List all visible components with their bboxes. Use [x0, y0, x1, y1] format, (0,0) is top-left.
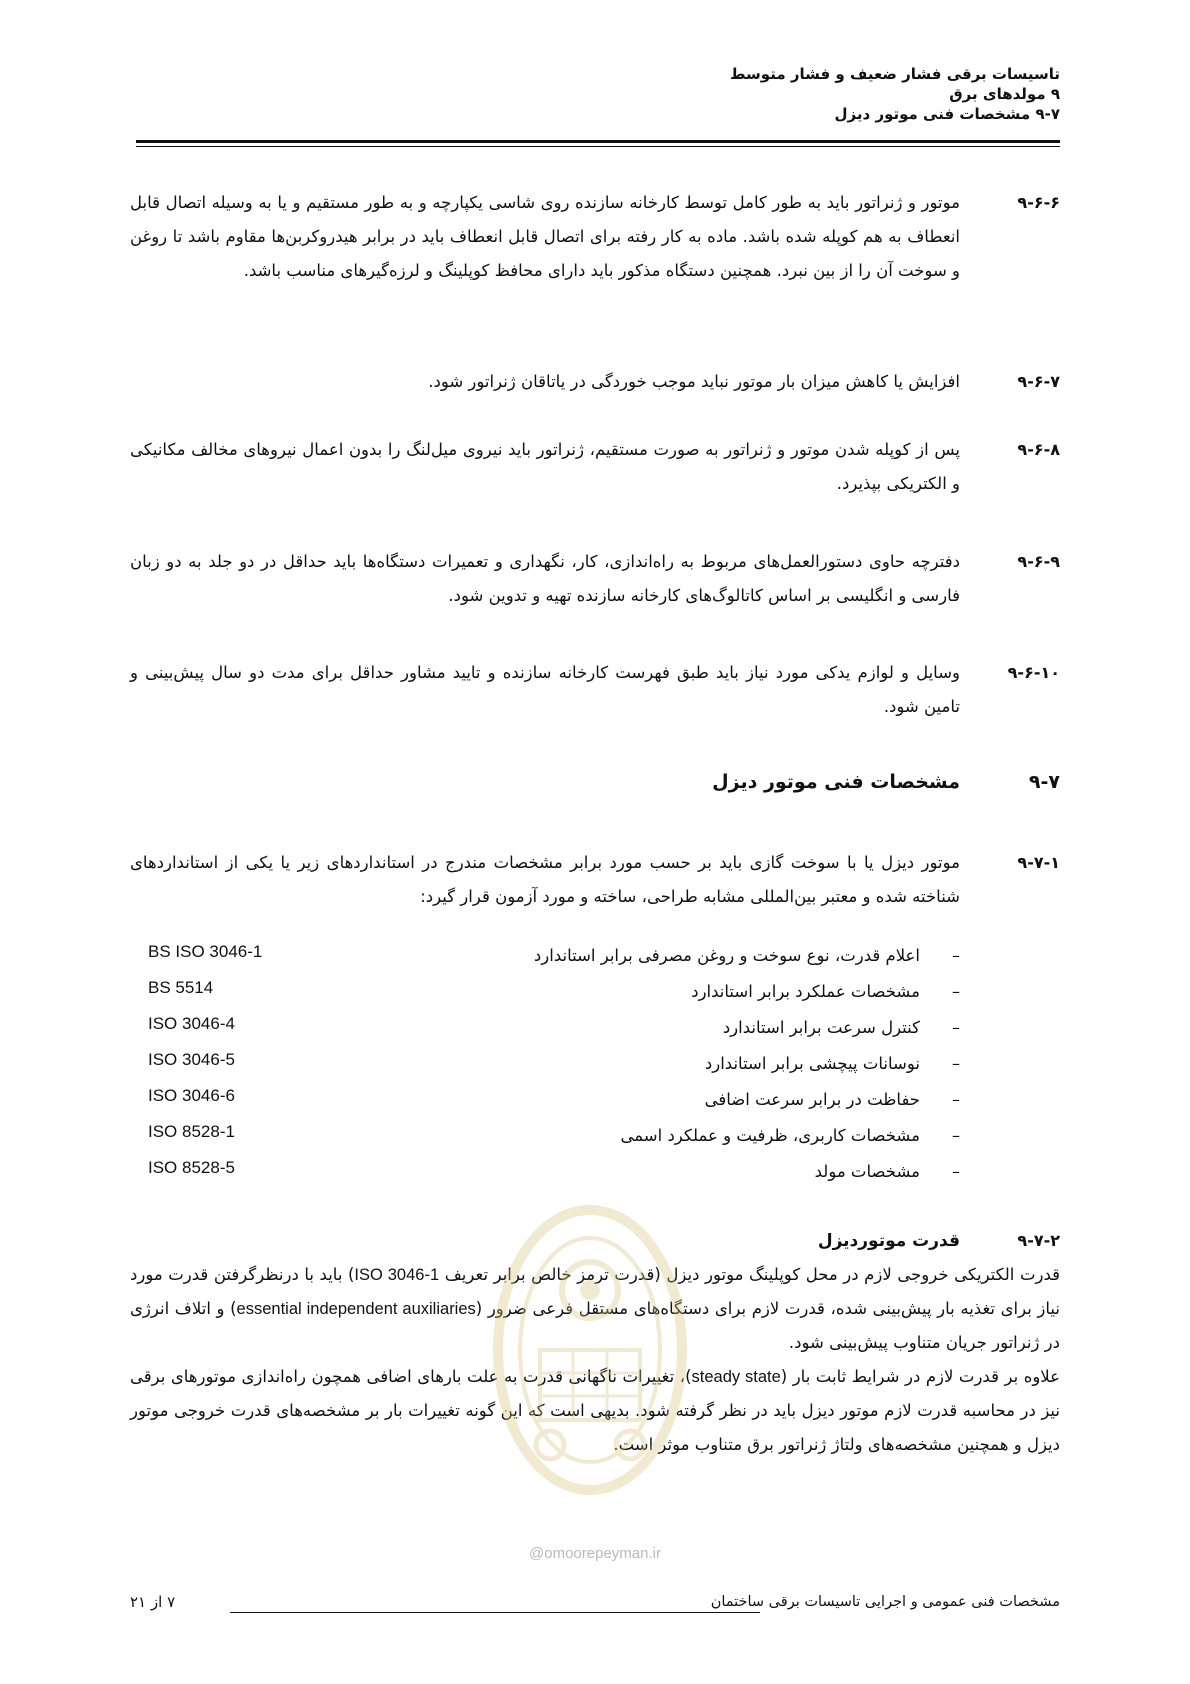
watermark-text: @omoorepeyman.ir: [529, 1545, 661, 1562]
clause-9-6-9: [130, 545, 1060, 613]
page-footer: [130, 1590, 1060, 1620]
clause-9-6-7: [130, 365, 1060, 399]
list-dash: –: [952, 1054, 960, 1073]
list-item-label: حفاظت در برابر سرعت اضافی: [704, 1090, 920, 1109]
clause-text: پس از کوپله شدن موتور و ژنراتور به صورت مستقیم، ژنراتور باید نیروی میل‌لنگ را بدون اعمال نیروهای مخالف مکانیکی و الکتریکی بپذیرد.: [130, 440, 960, 493]
clause-text: موتور دیزل یا با سوخت گازی باید بر حسب مورد برابر مشخصات مندرج در استانداردهای زیر یا یکی از استانداردهای شناخته شده و معتبر بین‌المللی مشابه طراحی، ساخته و مورد آزمون قرار گیرد:: [130, 853, 960, 906]
clause-9-6-8: [130, 433, 1060, 501]
standard-code: ISO 8528-5: [148, 1158, 235, 1177]
clause-heading: قدرت موتوردیزل: [817, 1231, 960, 1251]
list-dash: –: [952, 1018, 960, 1037]
clause-9-7-1: [130, 846, 1060, 914]
clause-number: ۹-۶-۶: [1017, 193, 1060, 212]
list-item-label: مشخصات مولد: [814, 1162, 920, 1181]
list-item: [130, 976, 1060, 1012]
clause-number: ۹-۷-۱: [1017, 853, 1060, 872]
list-item-label: نوسانات پیچشی برابر استاندارد: [704, 1054, 920, 1073]
header-line-1: تاسیسات برقی فشار ضعیف و فشار متوسط: [729, 65, 1060, 83]
clause-number: ۹-۷-۲: [1017, 1231, 1060, 1250]
list-item: [130, 1120, 1060, 1156]
header-line-2: ۹ مولدهای برق: [949, 85, 1060, 103]
clause-number: ۹-۶-۷: [1017, 372, 1060, 391]
standard-code: ISO 8528-1: [148, 1122, 235, 1141]
list-item: [130, 1048, 1060, 1084]
standard-reference: ISO 3046-1: [354, 1266, 440, 1284]
list-dash: –: [952, 1162, 960, 1181]
paragraph-text: ) و اتلاف انرژی در ژنراتور جریان متناوب پیش‌بینی شود.: [130, 1299, 1060, 1352]
list-item-label: کنترل سرعت برابر استاندارد: [722, 1018, 920, 1037]
list-dash: –: [952, 1126, 960, 1145]
clause-number: ۹-۶-۸: [1017, 440, 1060, 459]
standards-list: [130, 940, 1060, 1192]
clause-text: افزایش یا کاهش میزان بار موتور نباید موجب خوردگی در یاتاقان ژنراتور شود.: [428, 372, 960, 391]
header-line-3: ۹-۷ مشخصات فنی موتور دیزل: [834, 105, 1060, 123]
standard-code: ISO 3046-5: [148, 1050, 235, 1069]
clause-number: ۹-۶-۱۰: [1007, 663, 1060, 682]
standard-code: BS ISO 3046-1: [148, 942, 263, 961]
paragraph-text: )، تغییرات ناگهانی قدرت به علت بارهای اضافی همچون راه‌اندازی موتورهای برقی نیز در محاسبه قدرت لازم موتور دیزل باید در نظر گرفته شود. بدیهی است که این گونه تغییرات بار بر مشخصه‌های قدرت خروجی موتور دیزل و همچنین مشخصه‌های ولتاژ ژنراتور برق متناوب موثر است.: [130, 1367, 1060, 1454]
section-heading-9-7: [130, 765, 1060, 799]
list-dash: –: [952, 1090, 960, 1109]
english-term: essential independent auxiliaries: [236, 1300, 476, 1318]
list-item: [130, 1156, 1060, 1192]
standard-code: BS 5514: [148, 978, 214, 997]
clause-9-6-10: [130, 656, 1060, 724]
list-item: [130, 1084, 1060, 1120]
list-item-label: مشخصات عملکرد برابر استاندارد: [691, 982, 920, 1001]
page-header: [130, 64, 1060, 124]
footer-rule: [230, 1612, 760, 1613]
list-item: [130, 1012, 1060, 1048]
english-term: steady state: [691, 1368, 781, 1386]
clause-text: وسایل و لوازم یدکی مورد نیاز باید طبق فهرست کارخانه سازنده و تایید مشاور حداقل برای مدت دو سال پیش‌بینی و تامین شود.: [130, 663, 960, 716]
header-rule-thin: [136, 146, 1060, 147]
clause-text: دفترچه حاوی دستورالعمل‌های مربوط به راه‌اندازی، کار، نگهداری و تعمیرات دستگاه‌ها باید حداقل در دو جلد به دو زبان فارسی و انگلیسی بر اساس کاتالوگ‌های کارخانه سازنده تهیه و تدوین شود.: [130, 552, 960, 605]
footer-title: مشخصات فنی عمومی و اجرایی تاسیسات برقی ساختمان: [710, 1594, 1060, 1610]
list-item: [130, 940, 1060, 976]
paragraph-text: قدرت الکتریکی خروجی لازم در محل کوپلینگ موتور دیزل (قدرت ترمز خالص برابر تعریف: [439, 1265, 1061, 1284]
standard-code: ISO 3046-4: [148, 1014, 235, 1033]
clause-text: موتور و ژنراتور باید به طور کامل توسط کارخانه سازنده روی شاسی یکپارچه و به طور مستقیم و یا به وسیله اتصال قابل انعطاف به هم کوپله شده باشد. ماده به کار رفته برای اتصال قابل انعطاف باید در برابر هیدروکربن‌ها مقاوم باشد تا روغن و سوخت آن را از بین نبرد. همچنین دستگاه مذکور باید دارای محافظ کوپلینگ و لرزه‌گیرهای مناسب باشد.: [130, 193, 960, 280]
standard-code: ISO 3046-6: [148, 1086, 235, 1105]
paragraph-text: علاوه بر قدرت لازم در شرایط ثابت بار (: [780, 1367, 1060, 1386]
section-title: مشخصات فنی موتور دیزل: [712, 771, 960, 793]
list-item-label: مشخصات کاربری، ظرفیت و عملکرد اسمی: [620, 1126, 920, 1145]
list-item-label: اعلام قدرت، نوع سوخت و روغن مصرفی برابر استاندارد: [533, 946, 920, 965]
paragraph-text: ) باید با درنظرگرفتن قدرت مورد نیاز برای تغذیه بار پیش‌بینی شده، قدرت لازم برای دستگاه‌های مستقل فرعی ضرور (: [130, 1265, 1060, 1318]
header-rule: [136, 140, 1060, 143]
watermark-seal-icon: [490, 1200, 690, 1500]
list-dash: –: [952, 946, 960, 965]
clause-number: ۹-۶-۹: [1017, 552, 1060, 571]
section-number: ۹-۷: [1028, 771, 1060, 793]
clause-9-6-6: [130, 186, 1060, 288]
page-number: ۷ از ۲۱: [130, 1593, 176, 1611]
list-dash: –: [952, 982, 960, 1001]
